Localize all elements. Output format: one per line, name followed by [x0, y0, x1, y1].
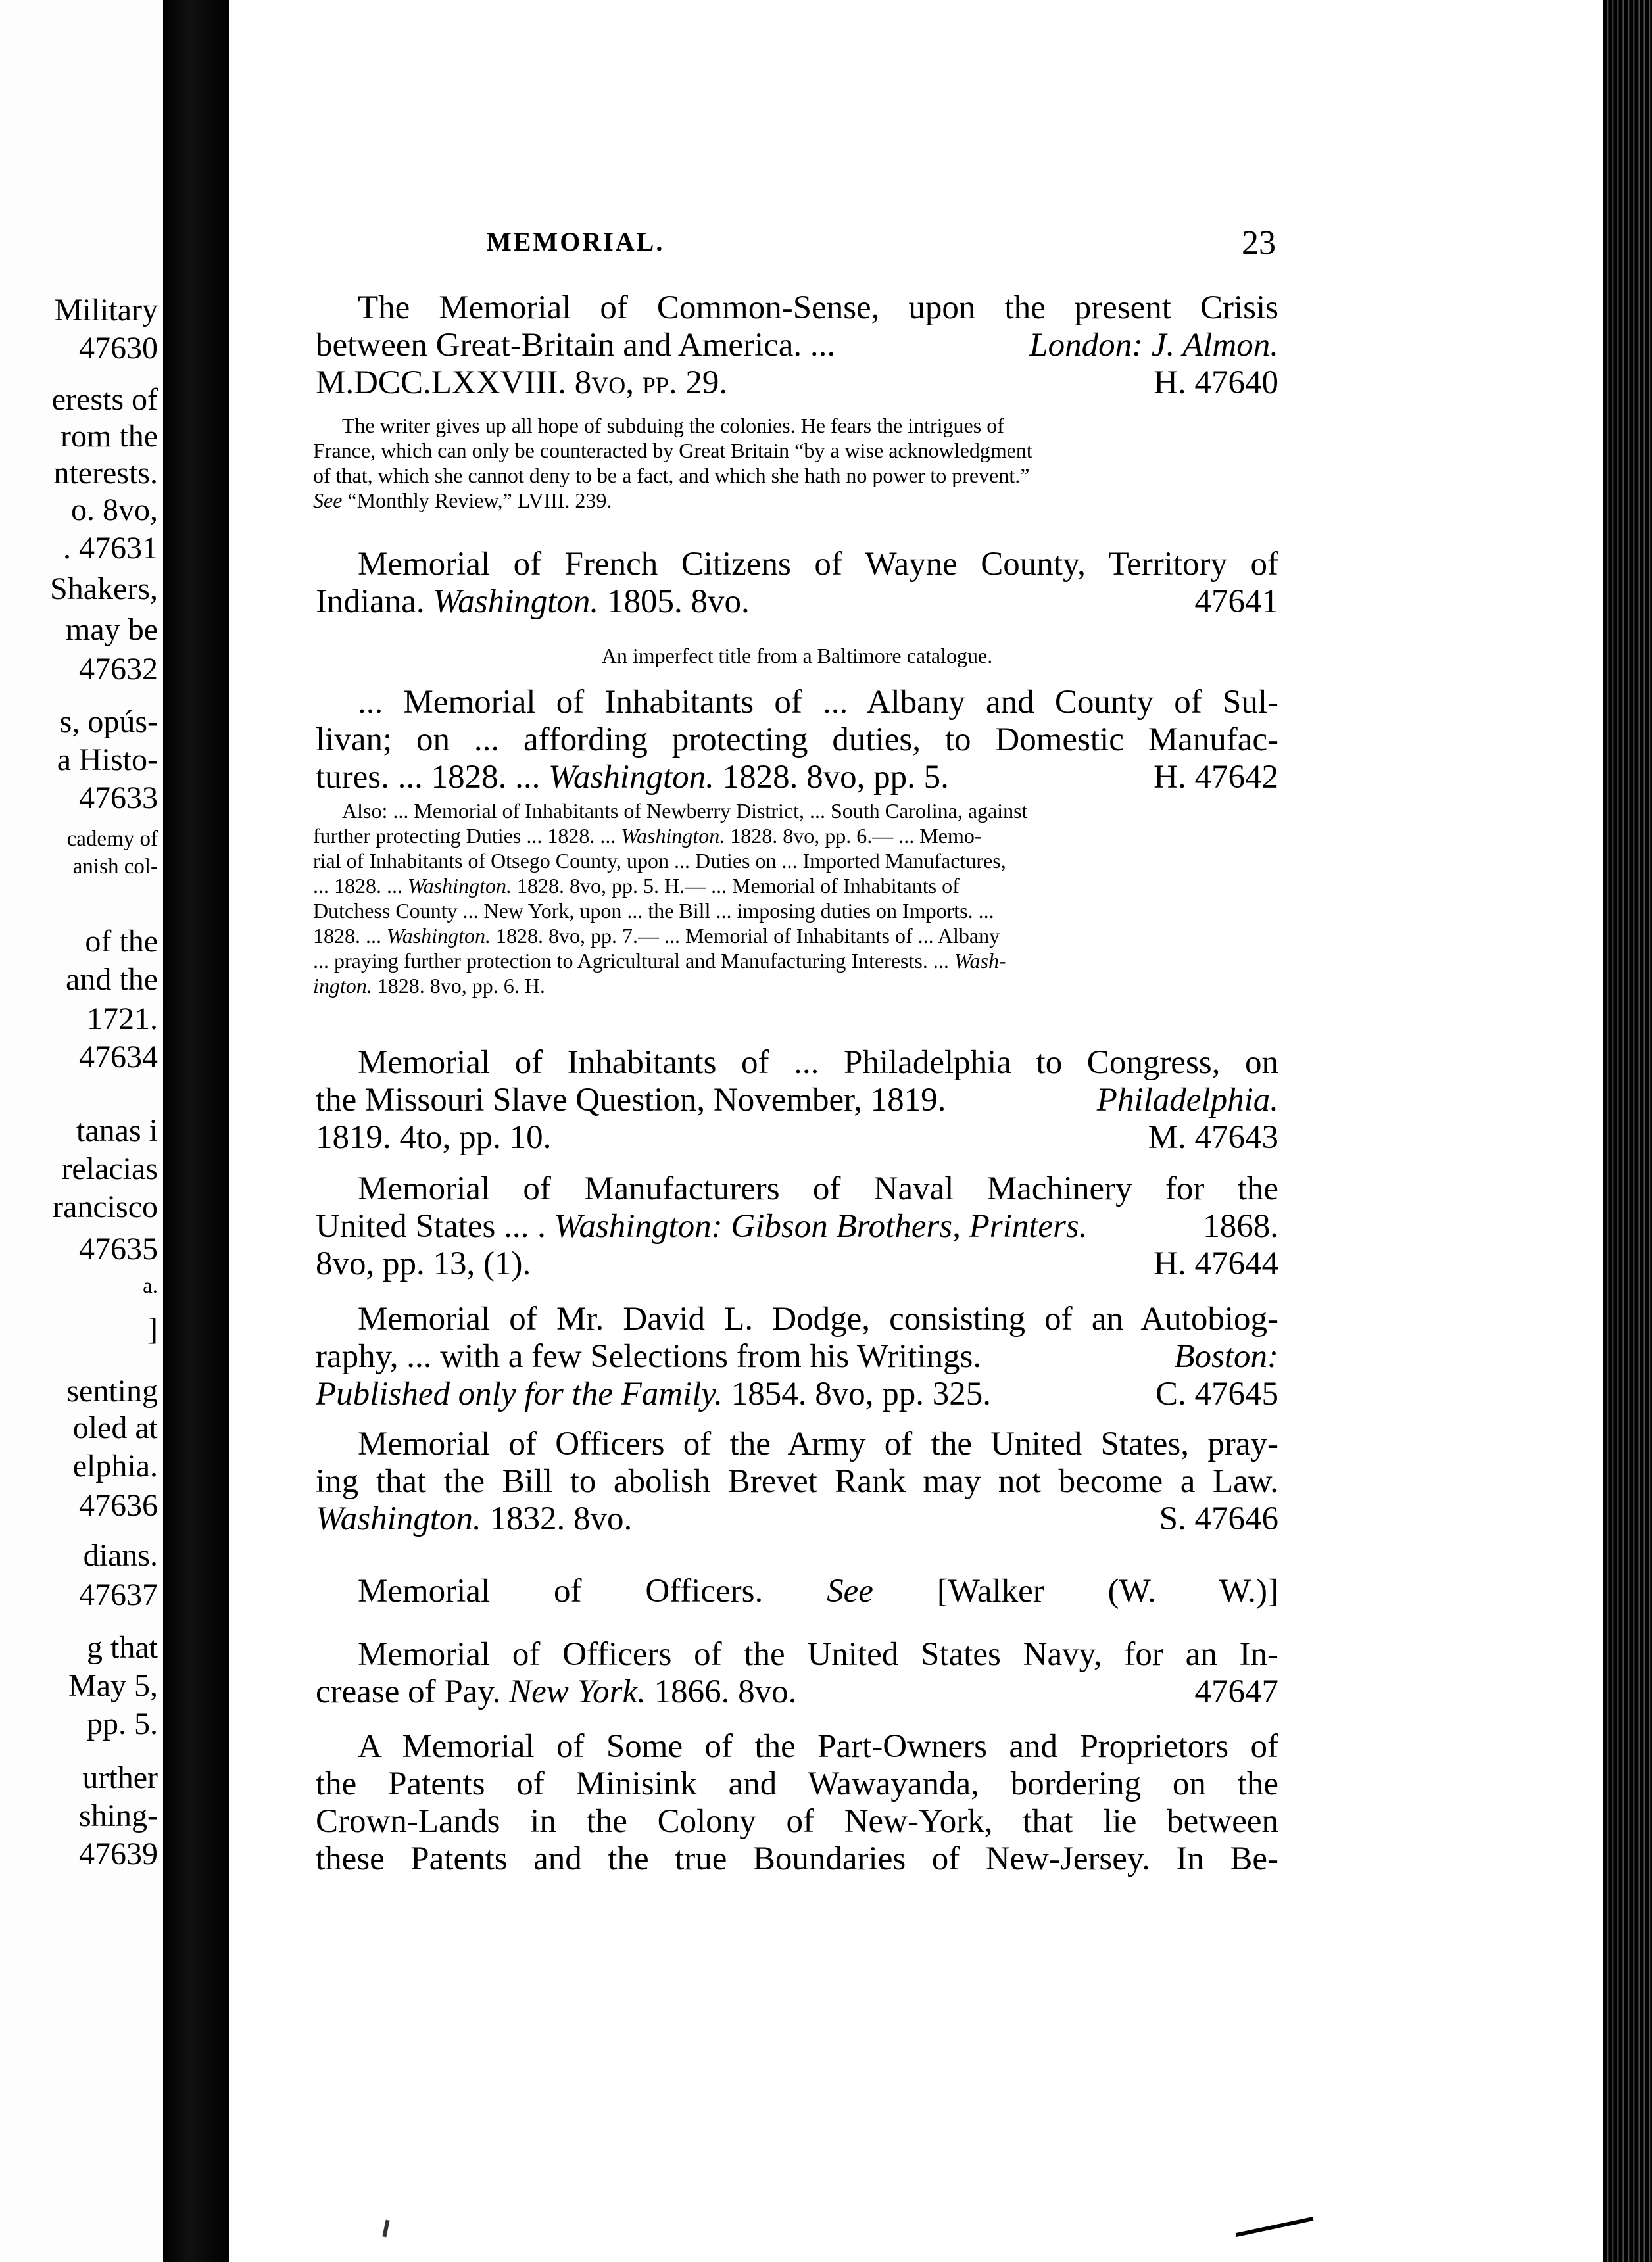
facing-page-line: rancisco	[53, 1190, 158, 1224]
facing-page-line: a.	[143, 1274, 158, 1298]
facing-page-line: 47639	[79, 1837, 158, 1871]
facing-page-line: pp. 5.	[87, 1706, 158, 1741]
entry-number: S. 47646	[1159, 1501, 1278, 1537]
entry-47643	[316, 1044, 1278, 1157]
entry-number: H. 47640	[1154, 364, 1278, 401]
entry-line: these Patents and the true Boundaries of New-Jersey. In Be-	[316, 1841, 1278, 1877]
facing-page-line: urther	[82, 1760, 158, 1795]
entry-see-walker	[316, 1573, 1278, 1610]
entry-line: Memorial of Mr. David L. Dodge, consisting of an Autobiog-	[358, 1301, 1278, 1337]
entry-line: Washington. 1832. 8vo. S. 47646	[316, 1501, 1278, 1537]
entry-line: The Memorial of Common-Sense, upon the present Crisis	[358, 289, 1278, 326]
entry-number: 47641	[1194, 583, 1278, 620]
facing-page-line: senting	[66, 1374, 158, 1408]
entry-line: between Great-Britain and America. ... London: J. Almon.	[316, 327, 1278, 364]
entry-number: H. 47642	[1154, 759, 1278, 796]
facing-page-line: cademy of	[66, 827, 158, 851]
facing-page-line: may be	[66, 612, 158, 647]
entry-line: crease of Pay. New York. 1866. 8vo. 47647	[316, 1673, 1278, 1710]
entry-line: ... Memorial of Inhabitants of ... Albany and County of Sul-	[358, 684, 1278, 721]
facing-page-line: and the	[66, 962, 158, 997]
entry-line: Published only for the Family. 1854. 8vo, pp. 325. C. 47645	[316, 1376, 1278, 1412]
facing-page-line: relacias	[61, 1151, 158, 1186]
entry-line: ing that the Bill to abolish Brevet Rank may not become a Law.	[316, 1463, 1278, 1500]
entry-47645	[316, 1301, 1278, 1413]
facing-page-line: oled at	[72, 1410, 158, 1445]
entry-line: Memorial of Officers of the Army of the United States, pray-	[358, 1426, 1278, 1462]
entry-line: tures. ... 1828. ... Washington. 1828. 8vo, pp. 5. H. 47642	[316, 759, 1278, 796]
entry-line: livan; on ... affording protecting duties, to Domestic Manufac-	[316, 721, 1278, 758]
entry-line: Crown-Lands in the Colony of New-York, that lie between	[316, 1803, 1278, 1840]
page-number: 23	[1242, 224, 1276, 262]
entry-line: United States ... . Washington: Gibson Brothers, Printers. 1868.	[316, 1208, 1278, 1245]
entry-note: Also: ... Memorial of Inhabitants of Newberry District, ... South Carolina, against further protecting Duties ... 1828. ... Washington. 1828. 8vo, pp. 6.— ... Memo- rial of Inhabitants of Otsego County, upon ... Duties on ... Imported Manufactures, ... 1828. ... Washington. 1828. 8vo, pp. 5. H.— ... Memorial of Inhabitants of Dutchess County ... New York, upon ... the Bill ... imposing duties on Imports. ... 1828. ... Washington. 1828. 8vo, pp. 7.— ... Memorial of Inhabitants of ... Albany ... praying further protection to Agricultural and Manufacturing Interests. ... Wash- ington. 1828. 8vo, pp. 6. H.	[313, 799, 1028, 998]
entry-47647	[316, 1636, 1278, 1711]
facing-page-line: 47630	[79, 331, 158, 366]
entry-47640	[316, 289, 1278, 402]
entry-number: C. 47645	[1155, 1376, 1278, 1412]
entry-line: the Missouri Slave Question, November, 1819. Philadelphia.	[316, 1082, 1278, 1119]
facing-page-line: nterests.	[53, 456, 158, 491]
entry-number: H. 47644	[1154, 1245, 1278, 1282]
entry-line: M.DCC.LXXVIII. 8vo, pp. 29. H. 47640	[316, 364, 1278, 401]
facing-page-line: rom the	[61, 419, 158, 454]
facing-page-line: tanas i	[76, 1113, 158, 1148]
facing-page-line: 1721.	[87, 1001, 158, 1036]
entry-line: 1819. 4to, pp. 10. M. 47643	[316, 1119, 1278, 1156]
entry-47641	[316, 546, 1278, 621]
entry-line: Memorial of Officers. See [Walker (W. W.)]	[358, 1573, 1278, 1610]
facing-page-line: 47637	[79, 1577, 158, 1612]
running-head: MEMORIAL.	[487, 227, 665, 256]
entry-47644	[316, 1170, 1278, 1283]
facing-page-line: . 47631	[63, 531, 158, 566]
book-gutter	[163, 0, 229, 2262]
facing-page-line: Shakers,	[50, 571, 158, 606]
facing-page-line: Military	[54, 293, 158, 327]
facing-page-line: of the	[85, 924, 158, 959]
facing-page-line: 47632	[79, 652, 158, 686]
page-edge	[1603, 0, 1652, 2262]
scan-mark	[1236, 2215, 1315, 2241]
facing-page-line: erests of	[51, 382, 158, 417]
facing-page-line: a Histo-	[57, 742, 158, 777]
facing-page-line: 47636	[79, 1488, 158, 1523]
facing-page-line: anish col-	[72, 855, 158, 878]
facing-page-line: s, opús-	[59, 704, 158, 739]
facing-page-fragment	[0, 0, 163, 2262]
facing-page-line: g that	[87, 1630, 158, 1665]
entry-line: raphy, ... with a few Selections from his Writings. Boston:	[316, 1338, 1278, 1375]
facing-page-line: 47633	[79, 781, 158, 815]
facing-page-line: elphia.	[72, 1449, 158, 1483]
facing-page-line: ]	[147, 1312, 158, 1347]
entry-minisink	[316, 1728, 1278, 1878]
facing-page-line: 47634	[79, 1040, 158, 1074]
entry-line: the Patents of Minisink and Wawayanda, bordering on the	[316, 1766, 1278, 1802]
entry-47646	[316, 1426, 1278, 1538]
facing-page-line: shing-	[79, 1798, 158, 1833]
entry-number: 47647	[1194, 1673, 1278, 1710]
entry-line: Indiana. Washington. 1805. 8vo. 47641	[316, 583, 1278, 620]
entry-note: An imperfect title from a Baltimore catalogue.	[601, 644, 993, 667]
facing-page-line: 47635	[79, 1232, 158, 1266]
entry-47642	[316, 684, 1278, 796]
facing-page-line: dians.	[83, 1538, 158, 1573]
entry-line: A Memorial of Some of the Part-Owners and Proprietors of	[358, 1728, 1278, 1765]
entry-line: Memorial of Officers of the United States Navy, for an In-	[358, 1636, 1278, 1673]
entry-line: Memorial of Manufacturers of Naval Machinery for the	[358, 1170, 1278, 1207]
facing-page-line: o. 8vo,	[71, 493, 158, 527]
facing-page-line: May 5,	[68, 1668, 158, 1703]
entry-line: Memorial of Inhabitants of ... Philadelphia to Congress, on	[358, 1044, 1278, 1081]
entry-line: 8vo, pp. 13, (1). H. 47644	[316, 1245, 1278, 1282]
entry-number: M. 47643	[1148, 1119, 1278, 1156]
entry-line: Memorial of French Citizens of Wayne County, Territory of	[358, 546, 1278, 583]
entry-note: The writer gives up all hope of subduing the colonies. He fears the intrigues of France, which can only be counteracted by Great Britain “by a wise acknowledgment of that, which she cannot deny to be a fact, and which she hath no power to prevent.” See “Monthly Review,” LVIII. 239.	[313, 414, 1032, 512]
